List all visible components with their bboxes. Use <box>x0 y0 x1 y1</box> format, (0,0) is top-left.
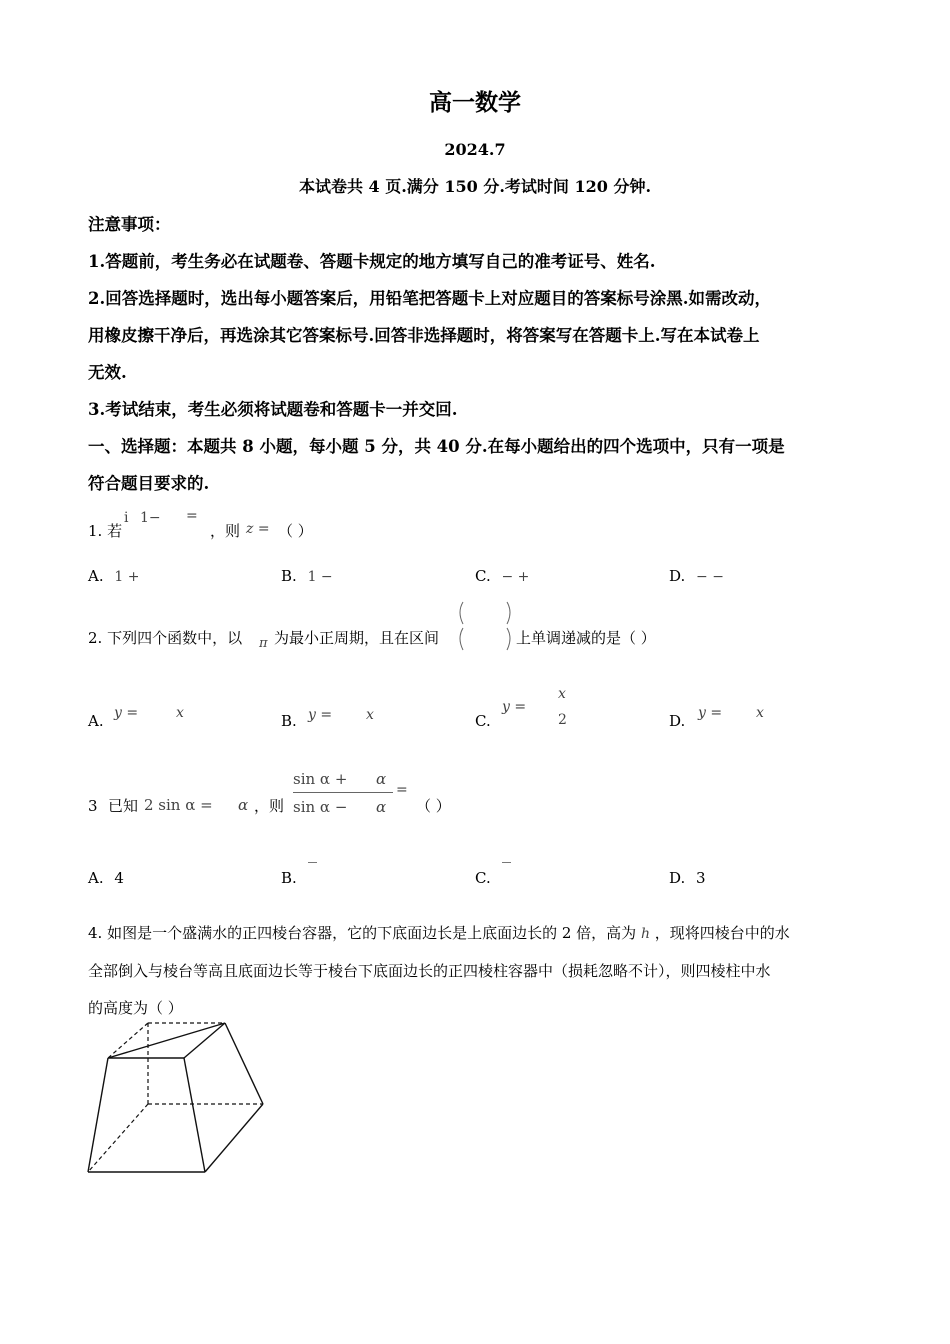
question-2 <box>88 628 242 648</box>
q1-option-a-value: 1 + <box>114 569 140 585</box>
q3-fraction-bar <box>293 792 393 793</box>
q3-option-d-label: D. <box>669 869 686 887</box>
q3-text-then: ，则 <box>254 797 285 815</box>
q2-option-d-frag-1: y = <box>698 705 723 721</box>
q2-text-c: 上单调递减的是（ ） <box>516 629 656 647</box>
section-1-line-1: 一、选择题：本题共 8 小题，每小题 5 分，共 40 分.在每小题给出的四个选项中，只有一项是 <box>88 437 785 456</box>
q2-option-c-frag-2: x <box>558 686 566 702</box>
exam-intro: 本试卷共 4 页.满分 150 分.考试时间 120 分钟. <box>298 177 652 196</box>
q1-option-c-label: C. <box>475 567 491 585</box>
q2-option-a-frag-2: x <box>176 705 184 721</box>
q2-option-c-label: C. <box>475 712 491 730</box>
q4-line-3: 的高度为（ ） <box>88 999 183 1017</box>
q2-option-c-frag-1: y = <box>502 699 527 715</box>
q2-option-b-label: B. <box>281 712 297 730</box>
q1-option-b-value: 1 − <box>307 569 333 585</box>
notice-item-2-line-3: 无效. <box>88 363 127 382</box>
q1-text-then: ，则 <box>210 522 241 540</box>
question-1 <box>88 521 122 541</box>
q1-option-b-label: B. <box>281 567 297 585</box>
q4-line-2: 全部倒入与棱台等高且底面边长等于棱台下底面边长的正四棱柱容器中（损耗忽略不计），则四棱柱中水 <box>88 962 771 980</box>
q3-paren: （ ） <box>416 797 451 815</box>
q2-option-d <box>669 712 685 730</box>
q3-number: 3 <box>88 797 98 815</box>
question-4 <box>88 915 868 1027</box>
q1-option-a-label: A. <box>88 567 104 585</box>
q4-line-1-text: 4. 如图是一个盛满水的正四棱台容器，它的下底面边长是上底面边长的 2 倍，高为 <box>88 924 637 942</box>
q2-option-b-frag-2: x <box>366 707 374 723</box>
q1-number: 1. <box>88 522 103 540</box>
q3-option-b-label: B. <box>281 869 297 887</box>
q1-option-d-value: − − <box>696 569 724 585</box>
q1-frag-1minus: 1− <box>140 510 161 526</box>
q3-option-d-value: 3 <box>696 869 706 887</box>
q2-option-b <box>281 712 297 730</box>
q3-frag-denominator: sin α − <box>293 798 348 816</box>
q3-frag-denominator-alpha: α <box>376 798 387 816</box>
q1-option-b <box>281 567 333 585</box>
notice-item-1: 1.答题前，考生务必在试题卷、答题卡规定的地方填写自己的准考证号、姓名. <box>88 252 656 271</box>
frustum-figure <box>80 1015 280 1185</box>
q2-interval-brackets <box>455 600 519 652</box>
q2-option-b-frag-1: y = <box>308 707 333 723</box>
notice-item-2-line-1: 2.回答选择题时，选出每小题答案后，用铅笔把答题卡上对应题目的答案标号涂黑.如需改动， <box>88 289 771 308</box>
q1-frag-z: z = <box>246 521 270 537</box>
q3-option-d <box>669 869 706 887</box>
section-1-line-2: 符合题目要求的. <box>88 474 210 493</box>
notice-block <box>88 206 868 502</box>
q1-option-c-value: − + <box>501 569 530 585</box>
q2-option-a <box>88 712 104 730</box>
q3-option-a-label: A. <box>88 869 104 887</box>
exam-date: 2024.7 <box>444 140 506 159</box>
q1-option-c <box>475 567 529 585</box>
notice-item-2-line-2: 用橡皮擦干净后，再选涂其它答案标号.回答非选择题时，将答案写在答题卡上.写在本试卷上 <box>88 326 760 345</box>
q1-option-d-label: D. <box>669 567 686 585</box>
q2-number: 2. <box>88 629 103 647</box>
q4-line-1 <box>88 915 868 953</box>
q3-option-a <box>88 869 124 887</box>
q3-option-c-label: C. <box>475 869 491 887</box>
q3-frag-eq: = <box>396 782 408 798</box>
q4-line-1-tail: ，现将四棱台中的水 <box>654 924 790 942</box>
q3-text-known: 已知 <box>108 797 139 815</box>
q3-option-c-fraction-bar <box>502 862 511 863</box>
q1-frag-eq: = <box>186 508 198 524</box>
q3-option-b <box>281 869 297 887</box>
q4-frag-h: h <box>640 926 650 942</box>
q1-option-d <box>669 567 724 585</box>
page-title: 高一数学 <box>429 89 521 116</box>
notice-heading: 注意事项： <box>88 215 171 234</box>
q3-option-a-value: 4 <box>114 869 124 887</box>
q2-option-c-frag-3: 2 <box>558 712 567 728</box>
q2-option-c <box>475 712 491 730</box>
q1-frag-i: i <box>124 510 129 526</box>
q1-option-a <box>88 567 139 585</box>
q2-text-b: 为最小正周期，且在区间 <box>274 629 440 647</box>
q2-option-a-frag-1: y = <box>114 705 139 721</box>
q2-frag-pi: π <box>259 636 268 651</box>
q2-option-d-label: D. <box>669 712 686 730</box>
notice-item-3: 3.考试结束，考生必须将试题卷和答题卡一并交回. <box>88 400 458 419</box>
q2-option-a-label: A. <box>88 712 104 730</box>
q2-text-a: 下列四个函数中，以 <box>107 629 243 647</box>
q3-option-b-fraction-bar <box>308 862 317 863</box>
q3-option-c <box>475 869 491 887</box>
q3-frag-lhs: 2 sin α = <box>144 796 213 814</box>
q3-frag-numerator: sin α + <box>293 770 348 788</box>
q3-frag-numerator-alpha: α <box>376 770 387 788</box>
q3-frag-alpha: α <box>238 796 249 814</box>
q2-option-d-frag-2: x <box>756 705 764 721</box>
q1-text-if: 若 <box>107 522 123 540</box>
q1-paren: （ ） <box>278 522 313 540</box>
